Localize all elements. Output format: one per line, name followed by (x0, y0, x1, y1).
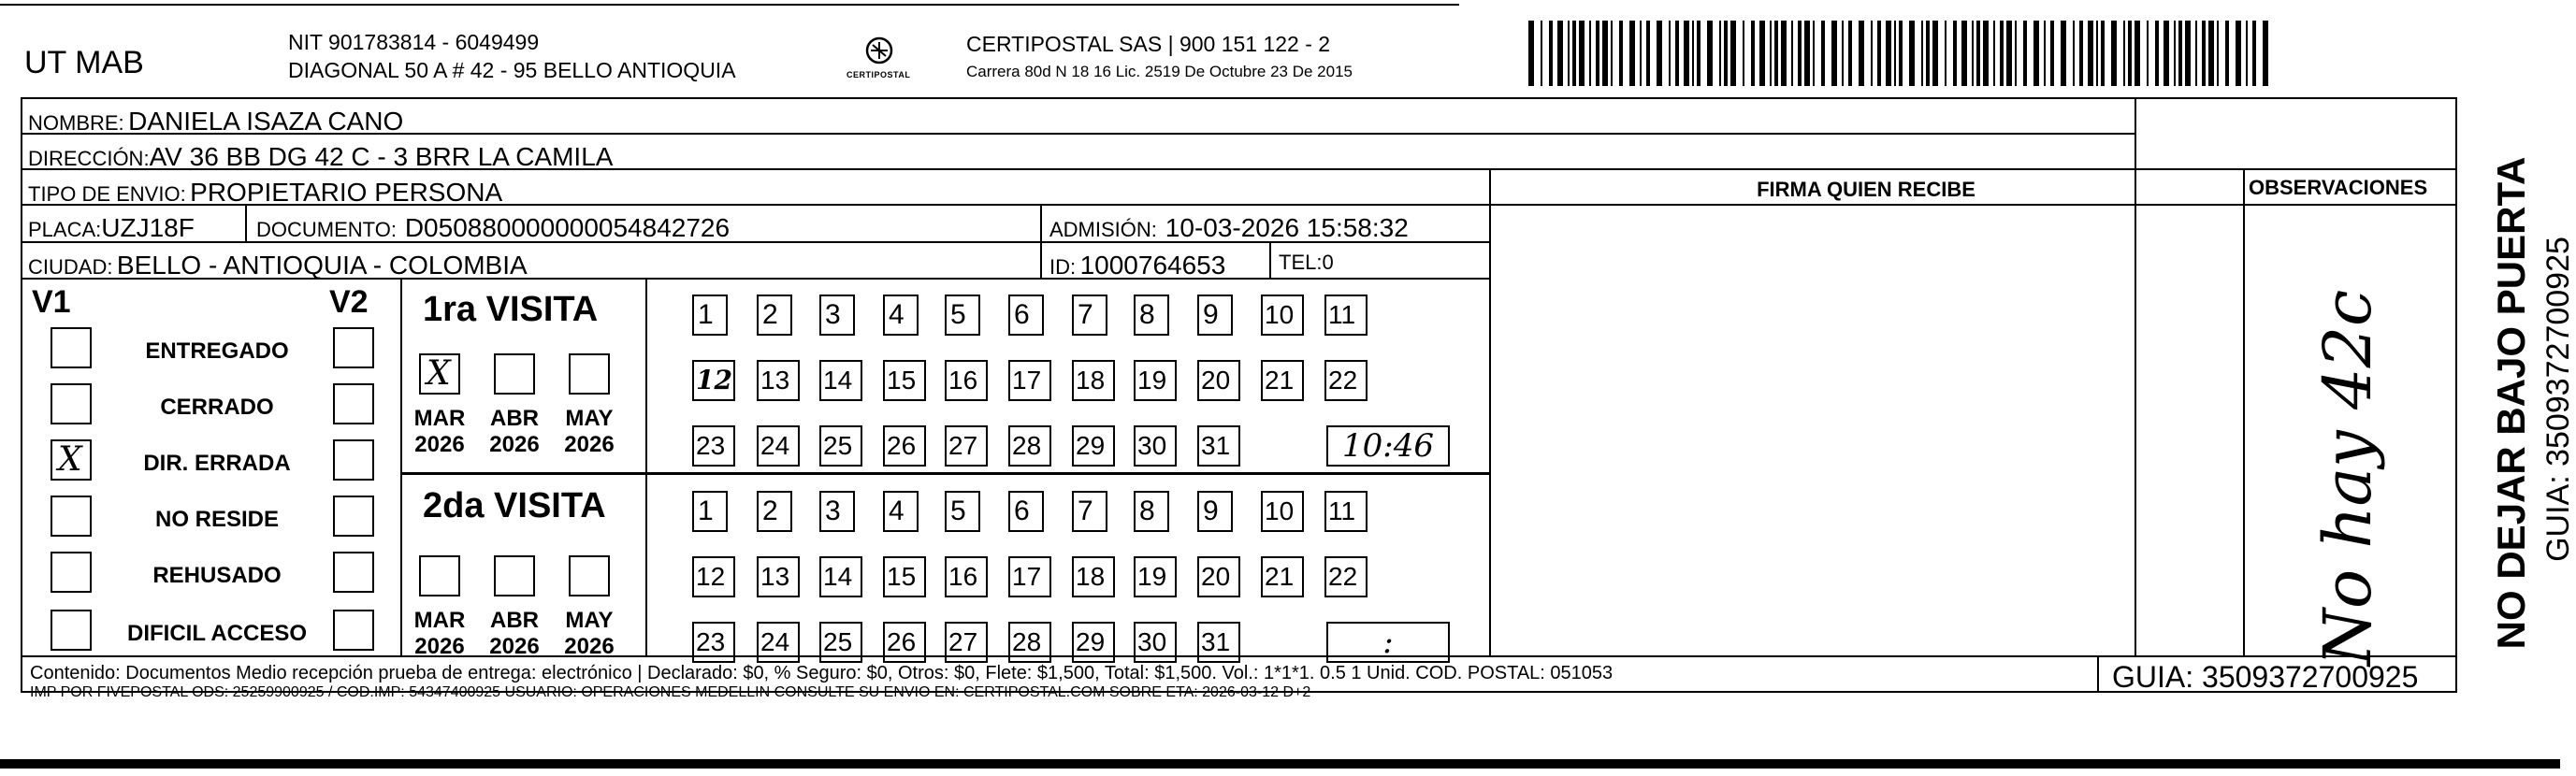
day-cell[interactable]: 18 (1072, 360, 1115, 401)
barcode-bar (1657, 21, 1662, 86)
barcode-bar (1549, 21, 1553, 86)
day-cell[interactable]: 27 (945, 425, 988, 467)
day-cell[interactable]: 6 (1008, 295, 1044, 336)
day-cell[interactable]: 3 (819, 491, 855, 532)
guia-side-text: GUIA: 3509372700925 (2540, 237, 2576, 562)
day-cell[interactable]: 1 (692, 295, 728, 336)
day-cell[interactable]: 16 (945, 556, 988, 597)
barcode-bar (1932, 21, 1938, 86)
barcode-bar (1751, 21, 1755, 86)
day-cell[interactable]: 4 (883, 295, 919, 336)
barcode-bar (2236, 21, 2241, 86)
time-field[interactable]: : (1326, 622, 1450, 663)
status-label: ENTREGADO (145, 338, 289, 364)
admision-field: ADMISIÓN: 10-03-2026 15:58:32 (1049, 213, 1409, 242)
tipo-row: TIPO DE ENVIO: PROPIETARIO PERSONA (28, 178, 503, 207)
day-cell[interactable]: 15 (883, 360, 926, 401)
day-cell[interactable]: 18 (1072, 556, 1115, 597)
day-cell[interactable]: 31 (1197, 622, 1240, 663)
barcode-bar (1692, 21, 1694, 86)
tel-divider (1269, 241, 1271, 278)
barcode-bar (2101, 21, 2105, 86)
company-name: UT MAB (24, 45, 144, 80)
nit-text: NIT 901783814 - 6049499 (288, 30, 540, 54)
day-cell[interactable]: 25 (819, 622, 862, 663)
barcode-bar (1730, 21, 1736, 86)
v2-checkbox[interactable] (333, 439, 374, 481)
month-checkbox[interactable] (569, 555, 610, 596)
day-cell[interactable]: 2 (757, 295, 792, 336)
day-cell[interactable]: 12 (692, 360, 735, 401)
barcode-bar (1528, 21, 1534, 86)
day-cell[interactable]: 27 (945, 622, 988, 663)
barcode-bar (2023, 21, 2027, 86)
day-cell[interactable]: 30 (1134, 622, 1177, 663)
barcode-bar (1859, 21, 1864, 86)
day-cell[interactable]: 10 (1261, 491, 1304, 532)
day-cell[interactable]: 21 (1261, 360, 1304, 401)
obs-divider (2243, 168, 2245, 655)
v2-checkbox[interactable] (333, 552, 374, 593)
day-cell[interactable]: 26 (883, 622, 926, 663)
v1-label: V1 (32, 284, 71, 320)
barcode-bar (1842, 21, 1844, 86)
day-cell[interactable]: 10 (1261, 295, 1304, 336)
day-cell[interactable]: 17 (1008, 556, 1051, 597)
barcode-bar (1770, 21, 1772, 86)
id-field: ID: 1000764653 (1049, 251, 1226, 280)
barcode-bar (2195, 21, 2197, 86)
barcode-bar (1848, 21, 1852, 86)
barcode-bar (1871, 21, 1873, 86)
status-label: DIR. ERRADA (143, 451, 291, 476)
v1-checkbox[interactable] (51, 610, 92, 651)
day-cell[interactable]: 8 (1134, 491, 1169, 532)
placa-divider (245, 204, 247, 241)
observacion-handwritten: No hay 42c (2309, 289, 2386, 667)
barcode-bar (1804, 21, 1810, 86)
admision-divider (1040, 204, 1042, 241)
day-cell[interactable]: 28 (1008, 425, 1051, 467)
time-field[interactable]: 10:46 (1326, 425, 1450, 467)
day-cell[interactable]: 23 (692, 622, 735, 663)
day-cell[interactable]: 14 (819, 360, 862, 401)
month-label: MAY 2026 (564, 406, 615, 457)
barcode-bar (2033, 21, 2039, 86)
top-rule (0, 4, 1459, 6)
barcode-bar (2217, 21, 2219, 86)
day-cell[interactable]: 25 (819, 425, 862, 467)
day-cell[interactable]: 23 (692, 425, 735, 467)
barcode-bar (1921, 21, 1923, 86)
company-address: DIAGONAL 50 A # 42 - 95 BELLO ANTIOQUIA (288, 58, 736, 82)
barcode-bar (2135, 21, 2140, 86)
status-divider (400, 278, 402, 655)
barcode-bar (1572, 21, 1576, 86)
barcode-bar (1611, 21, 1613, 86)
barcode-bar (2088, 21, 2093, 86)
barcode-bar (2263, 21, 2268, 86)
month-label: MAY 2026 (564, 608, 615, 659)
day-cell[interactable]: 14 (819, 556, 862, 597)
day-cell[interactable]: 20 (1197, 556, 1240, 597)
day-cell[interactable]: 22 (1324, 360, 1368, 401)
barcode-bar (1894, 21, 1896, 86)
bottom-bar (0, 759, 2560, 769)
barcode-bar (2128, 21, 2132, 86)
barcode-bar (1953, 21, 1957, 86)
barcode-bar (1781, 21, 1787, 86)
month-checkbox[interactable] (419, 353, 460, 395)
barcode-bar (1774, 21, 1778, 86)
day-cell[interactable]: 20 (1197, 360, 1240, 401)
barcode-bar (2147, 21, 2149, 86)
placa-field: PLACA:UZJ18F (28, 213, 195, 242)
v1-mark: X (58, 440, 82, 479)
barcode-bar (1791, 21, 1793, 86)
header-underline (1489, 204, 2457, 206)
month-label: MAR 2026 (413, 406, 466, 457)
barcode-bar (1646, 21, 1650, 86)
day-cell[interactable]: 9 (1197, 295, 1233, 336)
day-cell[interactable]: 21 (1261, 556, 1304, 597)
barcode-bar (2050, 21, 2054, 86)
barcode-bar (2000, 21, 2004, 86)
month-mark: X (427, 354, 451, 393)
barcode-bar (2073, 21, 2075, 86)
day-cell[interactable]: 29 (1072, 622, 1115, 663)
visit-divider (645, 278, 647, 655)
day-cell[interactable]: 31 (1197, 425, 1240, 467)
day-cell[interactable]: 6 (1008, 491, 1044, 532)
day-cell[interactable]: 5 (945, 295, 980, 336)
barcode-bar (2178, 21, 2182, 86)
v2-checkbox[interactable] (333, 610, 374, 651)
month-checkbox[interactable] (494, 353, 535, 395)
month-label: ABR 2026 (489, 608, 540, 659)
barcode-bar (1993, 21, 1995, 86)
barcode-bar (2164, 21, 2169, 86)
barcode-bar (1675, 21, 1679, 86)
barcode-bar (2123, 21, 2125, 86)
day-cell[interactable]: 7 (1072, 295, 1107, 336)
barcode-bar (2225, 21, 2229, 86)
status-label: DIFICIL ACCESO (126, 621, 307, 646)
v2-checkbox[interactable] (333, 496, 374, 537)
direccion-row: DIRECCIÓN:AV 36 BB DG 42 C - 3 BRR LA CAMILA (28, 142, 614, 171)
barcode-bar (1909, 21, 1915, 86)
v1-checkbox[interactable] (51, 383, 92, 424)
barcode-bar (1945, 21, 1946, 86)
barcode-bar (1697, 21, 1700, 86)
barcode-bar (1579, 21, 1585, 86)
barcode-bar (1976, 21, 1980, 86)
day-cell[interactable]: 17 (1008, 360, 1051, 401)
first-visit-title: 1ra VISITA (423, 290, 599, 329)
barcode-bar (1619, 21, 1623, 86)
day-cell[interactable]: 19 (1134, 360, 1177, 401)
v1-checkbox[interactable] (51, 327, 92, 368)
day-cell[interactable]: 22 (1324, 556, 1368, 597)
month-checkbox[interactable] (419, 555, 460, 596)
barcode-bar (1719, 21, 1721, 86)
barcode-bar (2202, 21, 2206, 86)
barcode-bar (1629, 21, 1635, 86)
certipostal-logo: CERTIPOSTAL (847, 32, 912, 88)
barcode-bar (1983, 21, 1989, 86)
footer-guia: GUIA: 3509372700925 (2112, 660, 2419, 694)
barcode-bar (2096, 21, 2098, 86)
second-visit-title: 2da VISITA (423, 486, 606, 525)
barcode-bar (1541, 21, 1542, 86)
day-cell[interactable]: 24 (757, 425, 800, 467)
day-cell[interactable]: 13 (757, 556, 800, 597)
day-cell[interactable]: 29 (1072, 425, 1115, 467)
month-checkbox[interactable] (494, 555, 535, 596)
barcode-bar (1972, 21, 1974, 86)
day-cell[interactable]: 12 (692, 556, 735, 597)
day-cell[interactable]: 13 (757, 360, 800, 401)
day-cell[interactable]: 15 (883, 556, 926, 597)
barcode-bar (1669, 21, 1671, 86)
day-cell[interactable]: 4 (883, 491, 919, 532)
barcode-bar (1926, 21, 1930, 86)
footer-imp: IMP POR FIVEPOSTAL ODS: 25259900925 / COD.IMP: 54347400925 USUARIO: OPERACIONES MEDELLIN CONSULTE SU ENVIO EN: CERTIPOSTAL.COM SOBRE ETA: 2026-03-12 D+2 (30, 684, 1311, 700)
barcode-bar (2061, 21, 2066, 86)
barcode-bar (1961, 21, 1967, 86)
no-dejar-text: NO DEJAR BAJO PUERTA (2489, 156, 2533, 650)
day-cell[interactable]: 24 (757, 622, 800, 663)
day-cell[interactable]: 8 (1134, 295, 1169, 336)
visit-separator (400, 472, 1489, 475)
status-label: CERRADO (160, 395, 274, 420)
barcode-bar (1589, 21, 1591, 86)
day-cell[interactable]: 5 (945, 491, 980, 532)
side-panel (2465, 97, 2576, 693)
month-label: MAR 2026 (413, 608, 466, 659)
barcode-bar (2079, 21, 2083, 86)
v2-checkbox[interactable] (333, 327, 374, 368)
day-cell[interactable]: 26 (883, 425, 926, 467)
barcode-bar (1798, 21, 1802, 86)
status-label: NO RESIDE (154, 507, 280, 532)
barcode-bar (2044, 21, 2046, 86)
barcode-bar (2111, 21, 2117, 86)
day-cell[interactable]: 11 (1324, 491, 1368, 532)
id-divider (1040, 241, 1042, 278)
barcode-bar (1640, 21, 1642, 86)
observaciones-header: OBSERVACIONES (2249, 176, 2428, 199)
barcode-bar (1813, 21, 1815, 86)
barcode-bar (1877, 21, 1881, 86)
barcode-bar (2252, 21, 2256, 86)
day-cell[interactable]: 7 (1072, 491, 1107, 532)
day-cell[interactable]: 11 (1324, 295, 1368, 336)
day-cell[interactable]: 30 (1134, 425, 1177, 467)
tel-field: TEL:0 (1279, 251, 1334, 274)
firma-divider (1489, 168, 1491, 655)
footer-divider (2097, 655, 2099, 693)
barcode-bar (1886, 21, 1891, 86)
barcode (1528, 21, 2274, 86)
certipostal-title: CERTIPOSTAL SAS | 900 151 122 - 2 (966, 32, 1331, 56)
v2-label: V2 (329, 284, 369, 320)
barcode-bar (2208, 21, 2214, 86)
barcode-bar (2174, 21, 2176, 86)
month-checkbox[interactable] (569, 353, 610, 395)
barcode-bar (1743, 21, 1744, 86)
barcode-bar (2155, 21, 2159, 86)
barcode-bar (1568, 21, 1570, 86)
month-label: ABR 2026 (489, 406, 540, 457)
v1-checkbox[interactable] (51, 552, 92, 593)
day-cell[interactable]: 28 (1008, 622, 1051, 663)
barcode-bar (2185, 21, 2191, 86)
status-label: REHUSADO (152, 563, 282, 588)
certipostal-address: Carrera 80d N 18 16 Lic. 2519 De Octubre 23 De 2015 (966, 63, 1353, 80)
barcode-bar (1557, 21, 1563, 86)
day-cell[interactable]: 9 (1197, 491, 1233, 532)
v2-checkbox[interactable] (333, 383, 374, 424)
barcode-bar (2006, 21, 2012, 86)
ciudad-field: CIUDAD: BELLO - ANTIOQUIA - COLOMBIA (28, 251, 528, 280)
barcode-bar (1596, 21, 1599, 86)
barcode-bar (2246, 21, 2248, 86)
barcode-bar (1759, 21, 1765, 86)
v1-checkbox[interactable] (51, 496, 92, 537)
barcode-bar (1684, 21, 1689, 86)
barcode-bar (2015, 21, 2017, 86)
nombre-row: NOMBRE: DANIELA ISAZA CANO (28, 107, 404, 136)
barcode-bar (1899, 21, 1903, 86)
footer-contenido: Contenido: Documentos Medio recepción prueba de entrega: electrónico | Declarado: $0, % Seguro: $0, Otros: $0, Flete: $1,500, Total: $1,500. Vol.: 1*1*1. 0.5 1 Unid. COD. POSTAL: 051053 (30, 663, 1614, 683)
barcode-bar (1821, 21, 1825, 86)
barcode-bar (1724, 21, 1728, 86)
v1-checkbox[interactable] (51, 439, 92, 481)
barcode-bar (1707, 21, 1713, 86)
barcode-bar (1602, 21, 1608, 86)
firma-header: FIRMA QUIEN RECIBE (1757, 178, 1975, 201)
barcode-bar (1831, 21, 1837, 86)
day-cell[interactable]: 1 (692, 491, 728, 532)
day-cell[interactable]: 19 (1134, 556, 1177, 597)
day-cell[interactable]: 2 (757, 491, 792, 532)
day-cell[interactable]: 3 (819, 295, 855, 336)
day-cell[interactable]: 16 (945, 360, 988, 401)
documento-field: DOCUMENTO: D050880000000054842726 (256, 213, 731, 242)
